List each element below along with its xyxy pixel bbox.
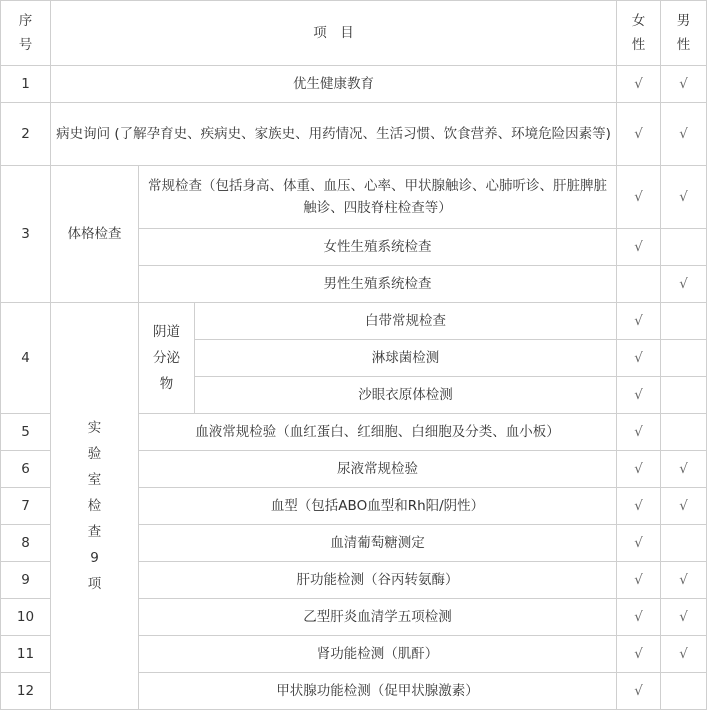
subgroup-label: 阴道分泌物 (139, 303, 195, 414)
row-number: 6 (1, 451, 51, 488)
item-text: 优生健康教育 (51, 66, 617, 103)
female-check: √ (617, 636, 661, 673)
male-check: √ (661, 562, 707, 599)
item-text: 血液常规检验（血红蛋白、红细胞、白细胞及分类、血小板） (139, 414, 617, 451)
row-number: 12 (1, 673, 51, 710)
header-item: 项 目 (51, 1, 617, 66)
item-text: 女性生殖系统检查 (139, 229, 617, 266)
row-number: 9 (1, 562, 51, 599)
male-check (661, 525, 707, 562)
header-female: 女性 (617, 1, 661, 66)
row-number: 5 (1, 414, 51, 451)
item-text: 甲状腺功能检测（促甲状腺激素） (139, 673, 617, 710)
row-number: 3 (1, 166, 51, 303)
lab-group-label: 实验室检查9项 (51, 303, 139, 710)
table-row (1, 166, 707, 229)
item-text: 病史询问 (了解孕育史、疾病史、家族史、用药情况、生活习惯、饮食营养、环境危险因素等) (51, 103, 617, 166)
female-check: √ (617, 377, 661, 414)
male-check: √ (661, 451, 707, 488)
item-text: 肝功能检测（谷丙转氨酶） (139, 562, 617, 599)
table-row (1, 103, 707, 166)
male-check: √ (661, 488, 707, 525)
female-check (617, 266, 661, 303)
row-number: 2 (1, 103, 51, 166)
female-check: √ (617, 562, 661, 599)
row-number: 11 (1, 636, 51, 673)
female-check: √ (617, 414, 661, 451)
female-check: √ (617, 66, 661, 103)
header-male: 男性 (661, 1, 707, 66)
item-text: 尿液常规检验 (139, 451, 617, 488)
female-check: √ (617, 525, 661, 562)
row-number: 8 (1, 525, 51, 562)
male-check (661, 414, 707, 451)
male-check: √ (661, 103, 707, 166)
female-check: √ (617, 451, 661, 488)
table-row (1, 303, 707, 340)
male-check: √ (661, 266, 707, 303)
item-text: 白带常规检查 (195, 303, 617, 340)
item-text: 血型（包括ABO血型和Rh阳/阴性） (139, 488, 617, 525)
male-check (661, 229, 707, 266)
item-text: 常规检查（包括身高、体重、血压、心率、甲状腺触诊、心肺听诊、肝脏脾脏触诊、四肢脊柱检查等） (139, 166, 617, 229)
item-text: 沙眼衣原体检测 (195, 377, 617, 414)
female-check: √ (617, 673, 661, 710)
item-text: 淋球菌检测 (195, 340, 617, 377)
row-number: 7 (1, 488, 51, 525)
male-check: √ (661, 66, 707, 103)
male-check (661, 673, 707, 710)
male-check (661, 377, 707, 414)
row-number: 10 (1, 599, 51, 636)
row-number: 4 (1, 303, 51, 414)
male-check: √ (661, 166, 707, 229)
female-check: √ (617, 103, 661, 166)
female-check: √ (617, 340, 661, 377)
male-check: √ (661, 636, 707, 673)
item-text: 血清葡萄糖测定 (139, 525, 617, 562)
male-check (661, 303, 707, 340)
female-check: √ (617, 303, 661, 340)
female-check: √ (617, 229, 661, 266)
item-text: 肾功能检测（肌酐） (139, 636, 617, 673)
group-label: 体格检查 (51, 166, 139, 303)
header-row (1, 1, 707, 66)
female-check: √ (617, 166, 661, 229)
female-check: √ (617, 599, 661, 636)
male-check (661, 340, 707, 377)
row-number: 1 (1, 66, 51, 103)
item-text: 乙型肝炎血清学五项检测 (139, 599, 617, 636)
item-text: 男性生殖系统检查 (139, 266, 617, 303)
female-check: √ (617, 488, 661, 525)
male-check: √ (661, 599, 707, 636)
header-seq: 序号 (1, 1, 51, 66)
table-row (1, 66, 707, 103)
